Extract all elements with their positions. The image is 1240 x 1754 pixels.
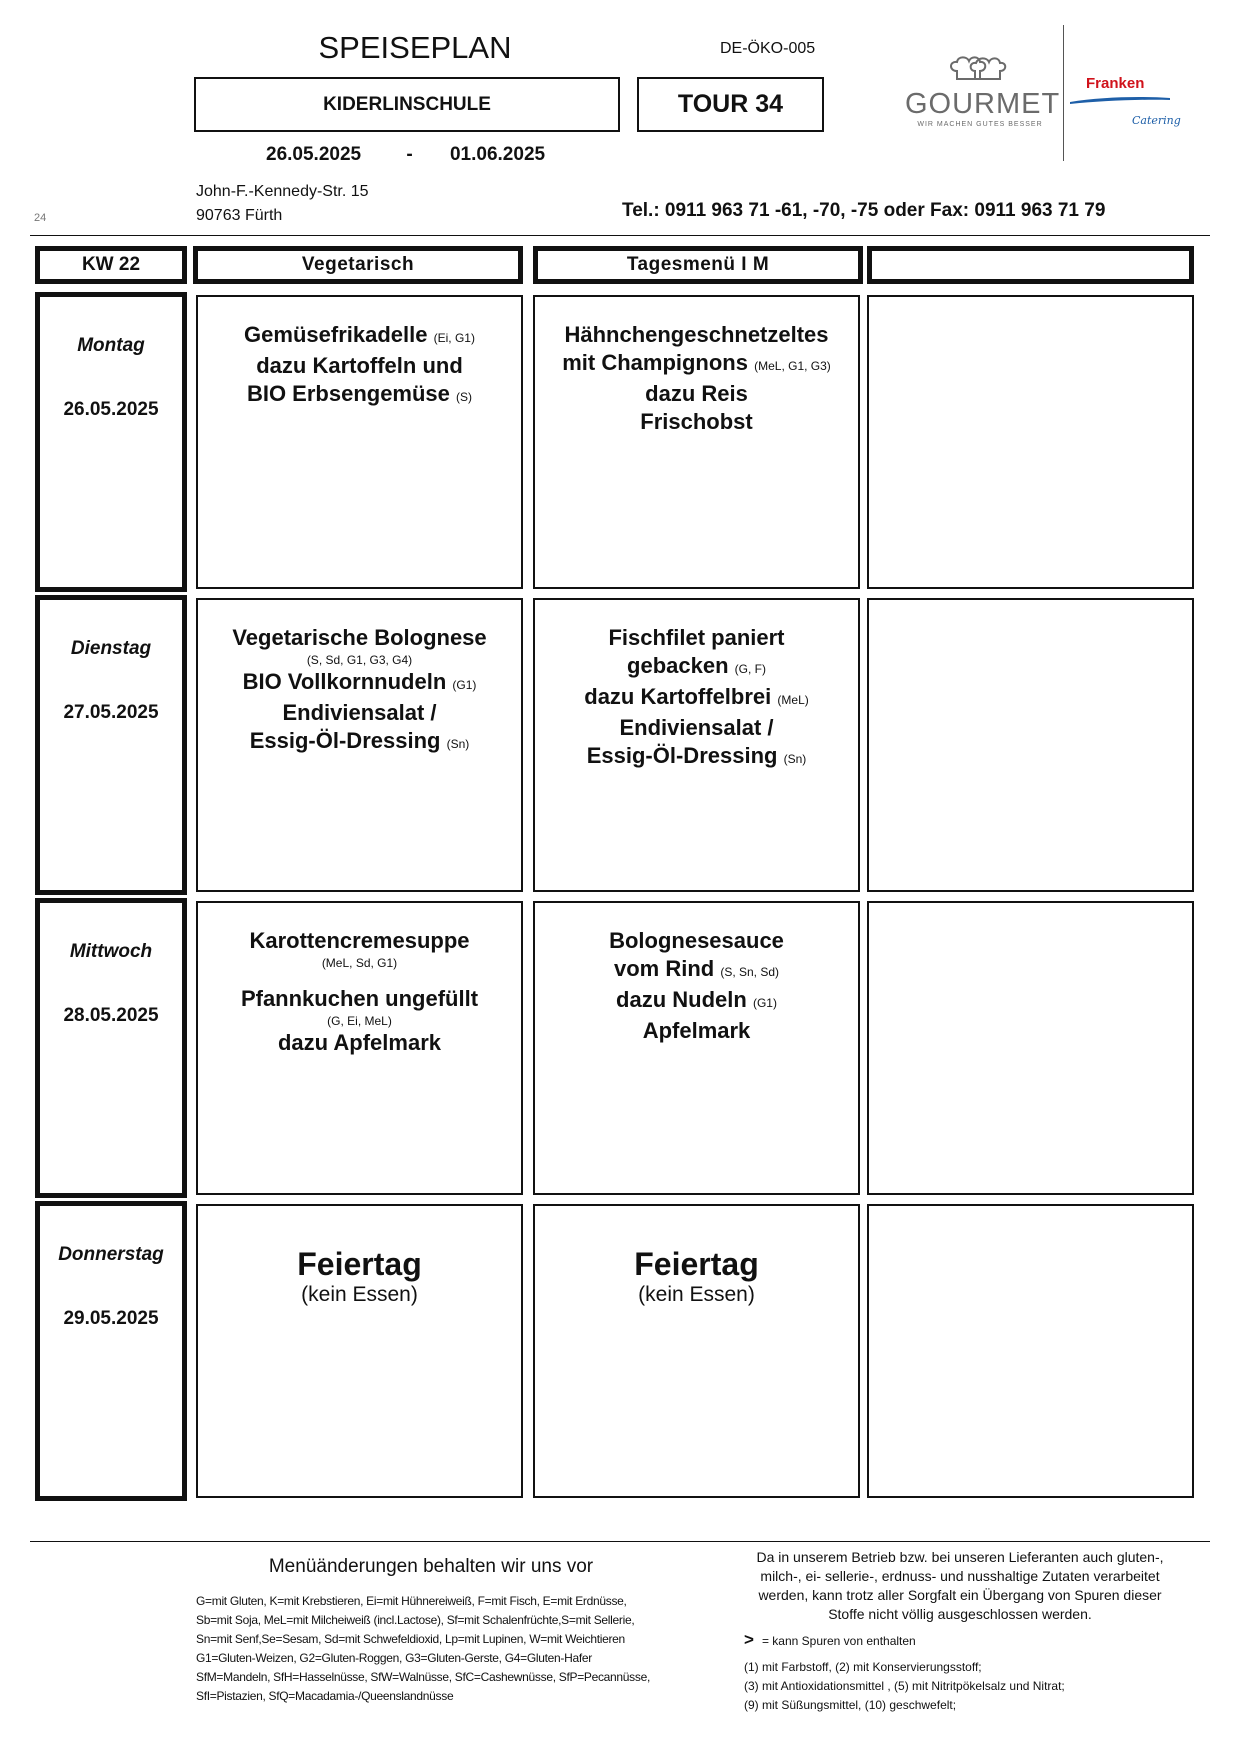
note-line: Stoffe nicht völlig ausgeschlossen werden. [828, 1606, 1092, 1622]
legend-line: SfM=Mandeln, SfH=Hasselnüsse, SfW=Walnüsse, SfC=Cashewnüsse, SfP=Pecannüsse, [196, 1670, 650, 1684]
day-name: Dienstag [70, 638, 152, 659]
allergen-codes: (S) [456, 390, 473, 404]
menu-change-notice: Menüänderungen behalten wir uns vor [268, 1556, 594, 1577]
daily-menu-meal-tuesday [533, 598, 860, 892]
dish-line: BIO Erbsengemüse [246, 381, 450, 406]
dish-line: Endiviensalat / [282, 700, 437, 725]
footer-note-block [744, 1548, 1176, 1715]
additive-line: (1) mit Farbstoff, (2) mit Konservierungsstoff; [744, 1660, 982, 1674]
allergen-codes: (Ei, G1) [433, 331, 475, 345]
note-line: Da in unserem Betrieb bzw. bei unseren Lieferanten auch gluten-, [756, 1549, 1164, 1565]
dish-line: dazu Kartoffelbrei [584, 684, 772, 709]
address [196, 180, 369, 228]
date-to: 01.06.2025 [449, 144, 546, 165]
page-number: 24 [34, 212, 47, 224]
vegetarian-meal-wednesday [196, 901, 523, 1195]
trace-legend [744, 1630, 1176, 1650]
dish-line: dazu Apfelmark [277, 1030, 441, 1055]
footer-rule [30, 1541, 1210, 1542]
allergen-codes: (G1) [452, 678, 477, 692]
empty-column-header [867, 246, 1194, 284]
dish-line: Pfannkuchen ungefüllt [240, 986, 479, 1011]
trace-text: = kann Spuren von enthalten [761, 1634, 916, 1648]
allergen-codes: (G1) [752, 996, 777, 1010]
empty-meal-tuesday [867, 598, 1194, 892]
legend-line: G=mit Gluten, K=mit Krebstieren, Ei=mit Hühnereiweiß, F=mit Fisch, E=mit Erdnüsse, [196, 1594, 627, 1608]
dish-line: Fischfilet paniert [608, 625, 785, 650]
date-range [266, 144, 545, 166]
date-separator: - [406, 144, 413, 165]
dish-line: Karottencremesuppe [249, 928, 470, 953]
address-street: John-F.-Kennedy-Str. 15 [196, 183, 369, 200]
day-cell-wednesday [35, 898, 187, 1198]
day-date: 28.05.2025 [63, 1005, 159, 1026]
note-line: werden, kann trotz aller Sorgfalt ein Übergang von Spuren dieser [758, 1587, 1162, 1603]
dish-line: gebacken [627, 653, 729, 678]
logo-divider [1063, 25, 1064, 161]
allergen-codes: (G, F) [734, 662, 766, 676]
empty-meal-wednesday [867, 901, 1194, 1195]
address-city: 90763 Fürth [196, 207, 283, 224]
footer-legend-block [196, 1556, 666, 1706]
dish-line: dazu Reis [645, 381, 748, 406]
dish-line: dazu Kartoffeln und [256, 353, 463, 378]
dish-line: Hähnchengeschnetzeltes [564, 322, 829, 347]
school-name-box: KIDERLINSCHULE [194, 77, 620, 132]
dish-line: mit Champignons [562, 350, 748, 375]
page-title: SPEISEPLAN [318, 30, 512, 65]
gourmet-tagline: WIR MACHEN GUTES BESSER [917, 121, 1043, 128]
dish-line: dazu Nudeln [616, 987, 747, 1012]
day-name: Donnerstag [58, 1244, 164, 1265]
empty-meal-monday [867, 295, 1194, 589]
day-cell-monday [35, 292, 187, 592]
legend-line: G1=Gluten-Weizen, G2=Gluten-Roggen, G3=Gluten-Gerste, G4=Gluten-Hafer [196, 1651, 592, 1665]
daily-menu-column-header: Tagesmenü I M [533, 246, 863, 284]
dish-line: Essig-Öl-Dressing [249, 728, 441, 753]
day-date: 26.05.2025 [63, 399, 159, 420]
chef-hat-icon [945, 55, 1015, 81]
legend-line: Sb=mit Soja, MeL=mit Milcheiweiß (incl.Lactose), Sf=mit Schalenfrüchte,S=mit Sellerie, [196, 1613, 635, 1627]
allergen-codes: (MeL, G1, G3) [754, 359, 831, 373]
cross-contamination-note [744, 1548, 1176, 1624]
dish-line: Vegetarische Bolognese [232, 625, 487, 650]
swoosh-icon [1070, 95, 1170, 105]
additive-line: (9) mit Süßungsmittel, (10) geschwefelt; [744, 1698, 957, 1712]
allergen-legend [196, 1592, 666, 1706]
dish-line: Essig-Öl-Dressing [586, 743, 778, 768]
day-cell-thursday [35, 1201, 187, 1501]
day-cell-tuesday [35, 595, 187, 895]
daily-menu-meal-thursday [533, 1204, 860, 1498]
additives-legend [744, 1658, 1176, 1715]
allergen-codes: (MeL, Sd, G1) [321, 956, 398, 970]
allergen-codes: (S, Sd, G1, G3, G4) [306, 653, 413, 667]
date-from: 26.05.2025 [266, 144, 362, 165]
contact-line: Tel.: 0911 963 71 -61, -70, -75 oder Fax: 0911 963 71 79 [622, 200, 1106, 221]
dish-line: vom Rind [613, 956, 715, 981]
allergen-codes: (Sn) [446, 737, 470, 751]
week-header: KW 22 [35, 246, 187, 284]
note-line: milch-, ei- sellerie-, erdnuss- und nusshaltige Zutaten verarbeitet [760, 1568, 1160, 1584]
catering-wordmark: Catering [1132, 114, 1181, 127]
day-date: 29.05.2025 [63, 1308, 159, 1329]
vegetarian-column-header: Vegetarisch [193, 246, 523, 284]
certification-code: DE-ÖKO-005 [720, 40, 816, 57]
vegetarian-meal-monday [196, 295, 523, 589]
tour-box: TOUR 34 [637, 77, 824, 132]
trace-symbol: > [744, 1630, 754, 1649]
dish-line: BIO Vollkornnudeln [242, 669, 447, 694]
header-rule [30, 235, 1210, 236]
holiday-note: (kein Essen) [638, 1283, 755, 1306]
allergen-codes: (G, Ei, MeL) [327, 1014, 392, 1028]
day-date: 27.05.2025 [63, 702, 159, 723]
legend-line: Sn=mit Senf,Se=Sesam, Sd=mit Schwefeldioxid, Lp=mit Lupinen, W=mit Weichtieren [196, 1632, 625, 1646]
holiday-label: Feiertag [634, 1246, 759, 1282]
dish-line: Frischobst [640, 409, 753, 434]
franken-catering-logo [1070, 75, 1180, 127]
daily-menu-meal-monday [533, 295, 860, 589]
vegetarian-meal-thursday [196, 1204, 523, 1498]
holiday-label: Feiertag [297, 1246, 422, 1282]
dish-line: Endiviensalat / [619, 715, 774, 740]
gourmet-wordmark: GOURMET [905, 88, 1061, 120]
gourmet-logo [905, 55, 1061, 128]
allergen-codes: (S, Sn, Sd) [720, 965, 780, 979]
additive-line: (3) mit Antioxidationsmittel , (5) mit Nitritpökelsalz und Nitrat; [744, 1679, 1065, 1693]
holiday-note: (kein Essen) [301, 1283, 418, 1306]
dish-line: Bolognesesauce [609, 928, 784, 953]
legend-line: SfI=Pistazien, SfQ=Macadamia-/Queenslandnüsse [196, 1689, 454, 1703]
franken-wordmark: Franken [1086, 75, 1145, 92]
day-name: Montag [77, 335, 145, 356]
dish-line: Apfelmark [642, 1018, 751, 1043]
dish-line: Gemüsefrikadelle [244, 322, 428, 347]
allergen-codes: (MeL) [777, 693, 809, 707]
daily-menu-meal-wednesday [533, 901, 860, 1195]
day-name: Mittwoch [69, 941, 153, 962]
vegetarian-meal-tuesday [196, 598, 523, 892]
empty-meal-thursday [867, 1204, 1194, 1498]
allergen-codes: (Sn) [783, 752, 807, 766]
